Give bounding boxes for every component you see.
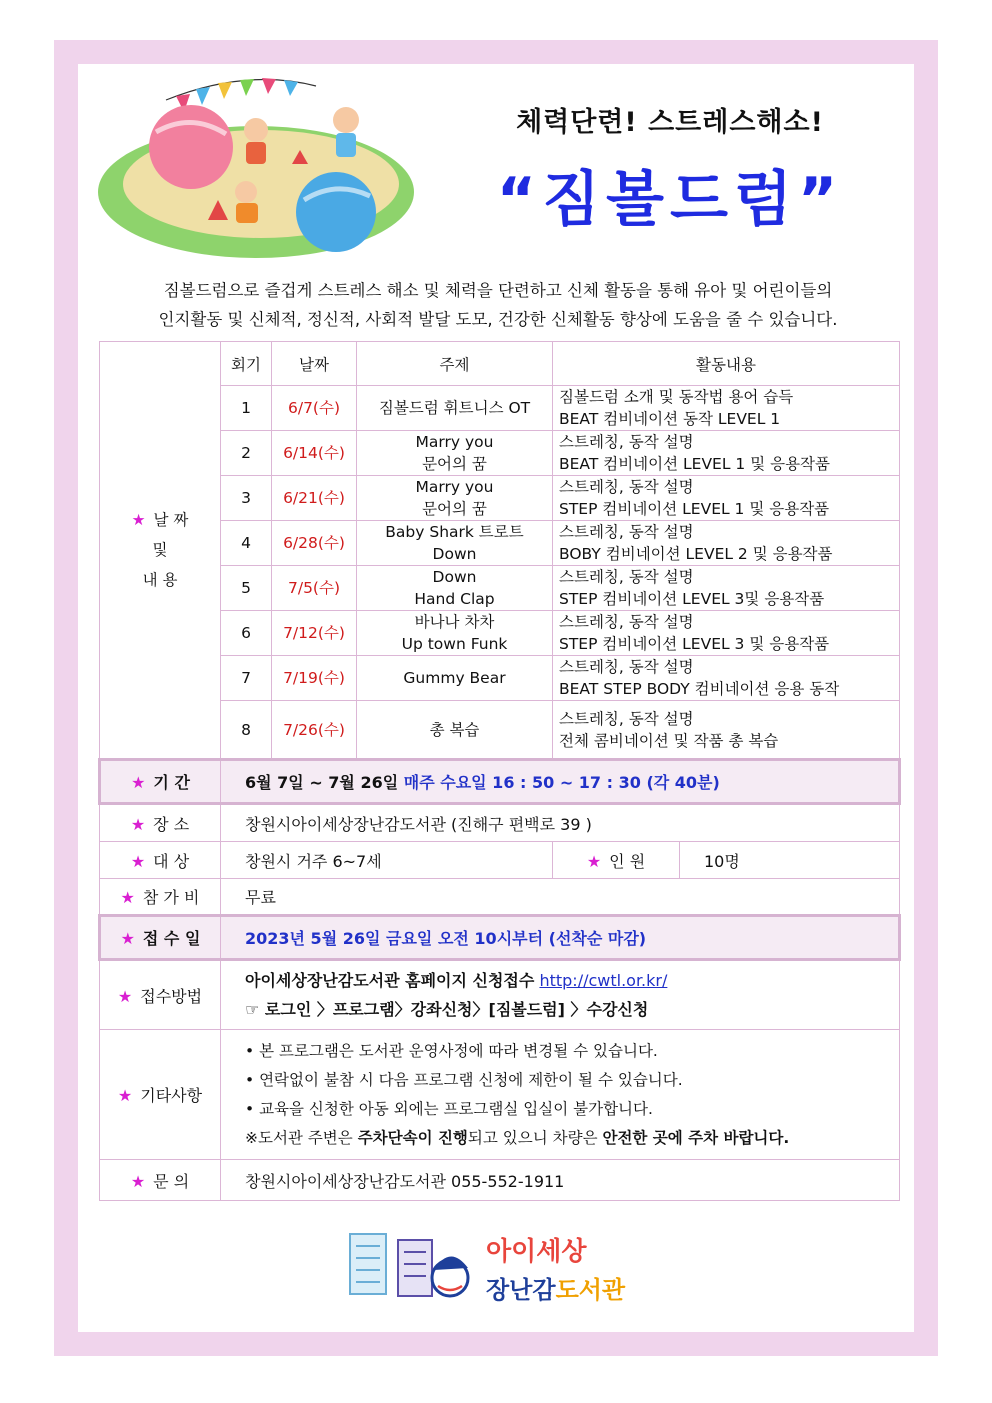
intro-line: 인지활동 및 신체적, 정신적, 사회적 발달 도모, 건강한 신체활동 향상에 도움을 줄 수 있습니다. [158, 310, 838, 329]
session-topic [357, 431, 553, 476]
session-topic [357, 566, 553, 611]
method-value [221, 960, 900, 1030]
star-icon: ★ [120, 888, 135, 907]
list-item: • 연락없이 불참 시 다음 프로그램 신청에 제한이 될 수 있습니다. [245, 1070, 683, 1089]
label-text: 기 간 [153, 773, 190, 792]
star-icon: ★ [130, 851, 146, 871]
topic-line: 총 복습 [429, 720, 480, 739]
activity-line: 스트레칭, 동작 설명 [559, 478, 694, 496]
session-topic [357, 701, 553, 760]
etc-row [100, 1030, 900, 1160]
session-date: 6/28(수) [272, 521, 357, 566]
intro-paragraph [98, 276, 898, 334]
method-line2: ☞ 로그인 〉프로그램〉강좌신청〉[짐볼드럼] 〉수강신청 [245, 1000, 649, 1019]
capacity-value: 10명 [680, 842, 900, 879]
logo-line2-a [486, 1276, 626, 1304]
capacity-label [553, 842, 680, 879]
period-row [100, 760, 900, 804]
target-value: 창원시 거주 6~7세 [221, 842, 553, 879]
label-text: 장 소 [153, 814, 190, 834]
label-text: 문 의 [153, 1171, 190, 1191]
activity-line: BEAT STEP BODY 컴비네이션 응용 동작 [559, 680, 840, 698]
activity-line: BEAT 컴비네이션 동작 LEVEL 1 [559, 410, 781, 428]
contact-label [100, 1160, 221, 1201]
session-activity [553, 701, 900, 760]
period-value [221, 760, 900, 804]
activity-line: 스트레칭, 동작 설명 [559, 709, 694, 728]
topic-line: Down [432, 545, 477, 563]
place-row [100, 804, 900, 842]
column-header-activity: 활동내용 [553, 342, 900, 386]
logo-word: 장난감 [486, 1276, 556, 1304]
activity-line: 전체 콤비네이션 및 작품 총 복습 [559, 731, 779, 750]
activity-line: BOBY 컴비네이션 LEVEL 2 및 응용작품 [559, 545, 833, 563]
method-line1: 아이세상장난감도서관 홈페이지 신청접수 [245, 971, 535, 990]
label-text: 접 수 일 [142, 929, 201, 948]
session-date: 6/7(수) [272, 386, 357, 431]
activity-line: STEP 컴비네이션 LEVEL 3 및 응용작품 [559, 635, 830, 653]
schedule-section-label [100, 342, 221, 760]
topic-line: Down [432, 568, 477, 586]
list-item: • 본 프로그램은 도서관 운영사정에 따라 변경될 수 있습니다. [245, 1041, 658, 1060]
star-icon: ★ [586, 851, 602, 871]
homepage-link[interactable]: http://cwtl.or.kr/ [539, 971, 668, 990]
session-activity [553, 476, 900, 521]
topic-line: Up town Funk [401, 635, 508, 653]
session-activity [553, 611, 900, 656]
list-item: • 교육을 신청한 아동 외에는 프로그램실 입실이 불가합니다. [245, 1099, 653, 1118]
star-icon: ★ [117, 1086, 133, 1105]
topic-line: 짐볼드럼 휘트니스 OT [378, 399, 531, 417]
activity-line: STEP 컴비네이션 LEVEL 3및 응용작품 [559, 590, 825, 608]
session-topic [357, 611, 553, 656]
session-date: 7/19(수) [272, 656, 357, 701]
session-topic [357, 476, 553, 521]
period-time: 매주 수요일 16 : 50 ~ 17 : 30 (각 40분) [403, 773, 720, 792]
session-number: 6 [221, 611, 272, 656]
note-bold: 주차단속이 진행 [357, 1128, 468, 1147]
target-row [100, 842, 900, 879]
session-number: 4 [221, 521, 272, 566]
label-text: 및 [152, 541, 168, 559]
place-label [100, 804, 221, 842]
label-text: 기타사항 [140, 1086, 203, 1105]
fee-label [100, 879, 221, 916]
logo-line1: 아이세상 [486, 1237, 587, 1267]
session-topic [357, 386, 553, 431]
session-topic [357, 656, 553, 701]
session-date: 6/14(수) [272, 431, 357, 476]
activity-line: 짐볼드럼 소개 및 동작법 용어 습득 [559, 388, 794, 406]
star-icon: ★ [131, 511, 146, 529]
schedule-header-row [100, 342, 900, 386]
etc-label [100, 1030, 221, 1160]
logo-word: 도서관 [555, 1276, 626, 1304]
topic-line: 문어의 꿈 [422, 500, 487, 518]
note-bold: 안전한 곳에 주차 바랍니다. [602, 1128, 790, 1147]
activity-line: 스트레칭, 동작 설명 [559, 613, 694, 631]
session-activity [553, 566, 900, 611]
library-logo [346, 1226, 646, 1310]
session-activity [553, 656, 900, 701]
session-number: 2 [221, 431, 272, 476]
label-text: 날 짜 [153, 511, 189, 529]
session-number: 1 [221, 386, 272, 431]
etc-value [221, 1030, 900, 1160]
notes-list [245, 1037, 893, 1153]
star-icon: ★ [120, 929, 135, 948]
label-text: 대 상 [153, 851, 190, 871]
list-item [245, 1124, 893, 1153]
session-number: 7 [221, 656, 272, 701]
page-title: “짐볼드럼” [496, 165, 844, 235]
session-date: 7/26(수) [272, 701, 357, 760]
target-label [100, 842, 221, 879]
session-number: 5 [221, 566, 272, 611]
activity-line: 스트레칭, 동작 설명 [559, 658, 694, 676]
label-text: 인 원 [609, 851, 646, 871]
column-header-date: 날짜 [272, 342, 357, 386]
note-text: ※도서관 주변은 [245, 1128, 358, 1147]
activity-line: 스트레칭, 동작 설명 [559, 568, 694, 586]
topic-line: Hand Clap [414, 590, 495, 608]
page-subtitle: 체력단련! 스트레스해소! [516, 107, 824, 138]
program-info-table [98, 341, 901, 1201]
activity-line: STEP 컴비네이션 LEVEL 1 및 응용작품 [559, 500, 830, 518]
topic-line: Marry you [415, 433, 494, 451]
topic-line: Gummy Bear [403, 669, 506, 687]
topic-line: 바나나 차차 [414, 613, 495, 631]
topic-line: Baby Shark 트로트 [385, 523, 524, 541]
label-text: 내 용 [142, 571, 178, 589]
period-label [100, 760, 221, 804]
star-icon: ★ [130, 1171, 146, 1191]
label-text: 접수방법 [140, 986, 203, 1006]
session-activity [553, 386, 900, 431]
activity-line: 스트레칭, 동작 설명 [559, 523, 694, 541]
label-text: 참 가 비 [142, 888, 200, 907]
topic-line: Marry you [415, 478, 494, 496]
session-date: 7/5(수) [272, 566, 357, 611]
period-dates: 6월 7일 ~ 7월 26일 [245, 773, 399, 792]
topic-line: 문어의 꿈 [422, 455, 487, 473]
session-activity [553, 431, 900, 476]
intro-line: 짐볼드럼으로 즐겁게 스트레스 해소 및 체력을 단련하고 신체 활동을 통해 유아 및 어린이들의 [163, 281, 833, 300]
reception-row [100, 916, 900, 960]
fee-value: 무료 [221, 879, 900, 916]
kids-playing-gymball-illustration [96, 72, 416, 260]
reception-value: 2023년 5월 26일 금요일 오전 10시부터 (선착순 마감) [221, 916, 900, 960]
star-icon: ★ [117, 986, 133, 1006]
session-number: 8 [221, 701, 272, 760]
session-activity [553, 521, 900, 566]
session-date: 6/21(수) [272, 476, 357, 521]
method-label [100, 960, 221, 1030]
contact-value: 창원시아이세상장난감도서관 055-552-1911 [221, 1160, 900, 1201]
star-icon: ★ [131, 773, 146, 792]
place-value: 창원시아이세상장난감도서관 (진해구 편백로 39 ) [221, 804, 900, 842]
column-header-session: 회기 [221, 342, 272, 386]
column-header-topic: 주제 [357, 342, 553, 386]
star-icon: ★ [130, 814, 146, 834]
reception-label [100, 916, 221, 960]
fee-row [100, 879, 900, 916]
session-number: 3 [221, 476, 272, 521]
activity-line: BEAT 컴비네이션 LEVEL 1 및 응용작품 [559, 455, 830, 473]
session-topic [357, 521, 553, 566]
contact-row [100, 1160, 900, 1201]
session-date: 7/12(수) [272, 611, 357, 656]
note-text: 되고 있으니 차량은 [467, 1128, 603, 1147]
method-row [100, 960, 900, 1030]
activity-line: 스트레칭, 동작 설명 [559, 433, 694, 451]
